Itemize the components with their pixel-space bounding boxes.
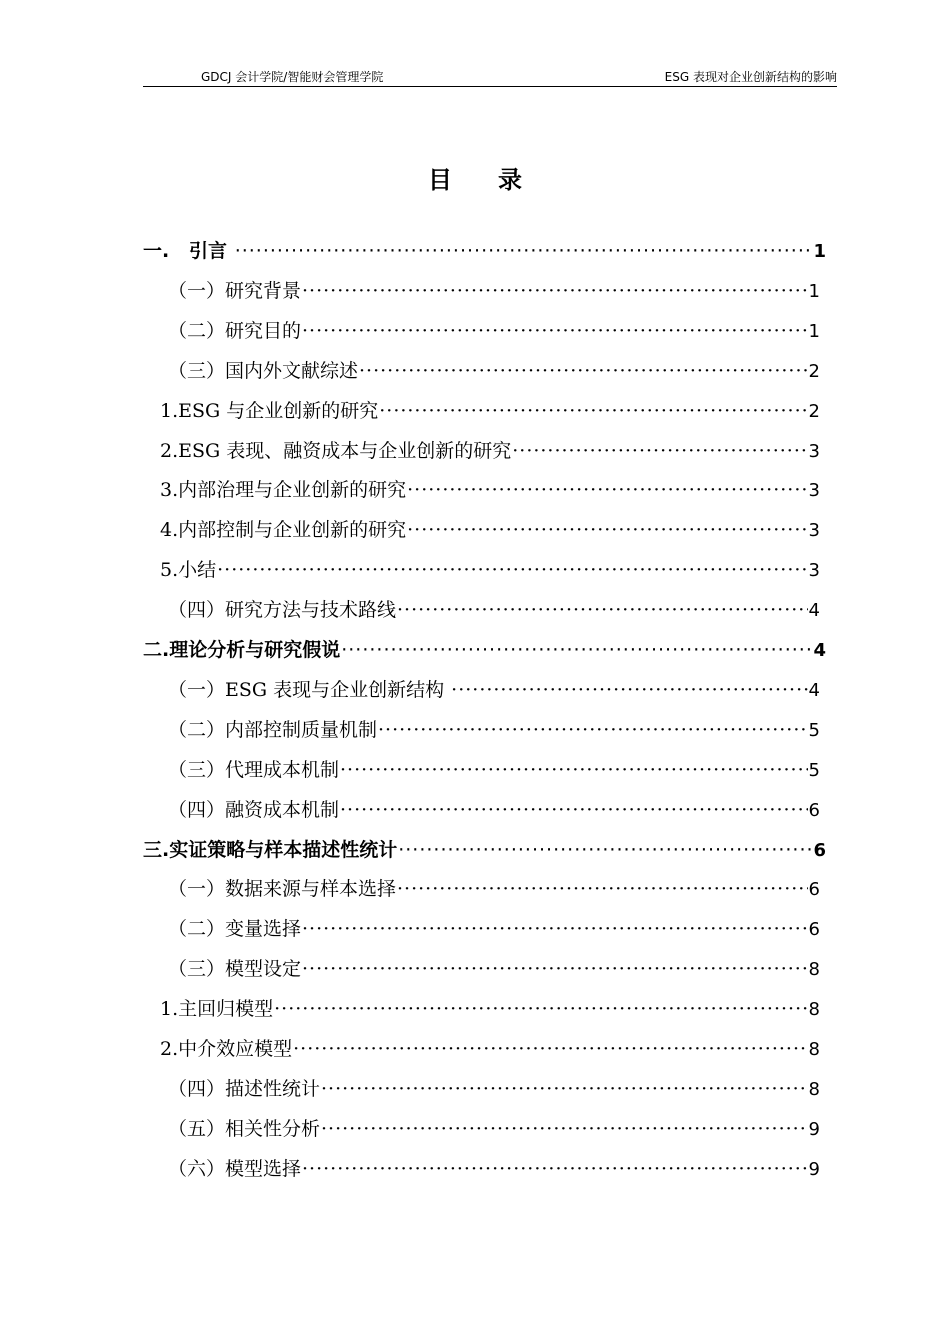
- toc-leader-dots: [293, 1034, 807, 1064]
- toc-entry[interactable]: [168, 276, 820, 306]
- toc-entry-label: （三）模型设定: [168, 958, 302, 981]
- toc-entry-label: （四）研究方法与技术路线: [168, 599, 397, 622]
- toc-entry-page-number: 1: [808, 320, 820, 342]
- toc-entry-label: 1.ESG 与企业创新的研究: [160, 399, 379, 422]
- toc-entry-label: 5.小结: [160, 559, 217, 582]
- toc-entry-label: 一. 引言: [143, 240, 234, 262]
- toc-entry[interactable]: [168, 1154, 820, 1184]
- toc-entry-label: 3.内部治理与企业创新的研究: [160, 479, 407, 502]
- toc-entry[interactable]: [168, 795, 820, 825]
- toc-entry[interactable]: [168, 914, 820, 944]
- toc-entry[interactable]: [168, 755, 820, 785]
- toc-entry-label: （二）变量选择: [168, 918, 302, 941]
- toc-entry-page-number: 3: [808, 560, 820, 582]
- toc-entry-label: （四）融资成本机制: [168, 798, 340, 821]
- toc-leader-dots: [321, 1114, 808, 1144]
- toc-entry-label: 1.主回归模型: [160, 998, 274, 1021]
- toc-entry-label: 2.中介效应模型: [160, 1038, 293, 1060]
- toc-leader-dots: [302, 954, 808, 984]
- toc-leader-dots: [397, 595, 808, 625]
- toc-leader-dots: [341, 635, 812, 665]
- toc-entry-label: 2.ESG 表现、融资成本与企业创新的研究: [160, 439, 512, 462]
- toc-entry-label: （六）模型选择: [168, 1157, 302, 1180]
- toc-entry-label: （五）相关性分析: [168, 1117, 321, 1140]
- toc-entry-label: 二.理论分析与研究假说: [143, 639, 341, 661]
- toc-leader-dots: [302, 316, 808, 346]
- toc-leader-dots: [512, 436, 807, 466]
- toc-entry-page-number: 8: [808, 1078, 820, 1100]
- page-header: [143, 66, 837, 87]
- toc-entry-page-number: 5: [808, 719, 820, 741]
- toc-entry-page-number: 9: [808, 1158, 820, 1180]
- toc-entry[interactable]: [168, 715, 820, 745]
- toc-leader-dots: [451, 675, 807, 705]
- toc-leader-dots: [340, 755, 808, 785]
- toc-entry-label: （一）数据来源与样本选择: [168, 878, 397, 901]
- toc-entry-label: （二）内部控制质量机制: [168, 718, 378, 741]
- toc-entry[interactable]: [168, 675, 820, 705]
- toc-entry-label: 4.内部控制与企业创新的研究: [160, 519, 407, 542]
- toc-entry-page-number: 3: [808, 480, 820, 502]
- toc-entry-page-number: 4: [808, 600, 820, 622]
- toc-entry-page-number: 2: [808, 400, 820, 422]
- toc-entry[interactable]: [160, 1034, 820, 1064]
- toc-entry-label: （二）研究目的: [168, 319, 302, 342]
- toc-entry-page-number: 6: [808, 919, 820, 941]
- toc-entry[interactable]: [160, 436, 820, 466]
- toc-entry[interactable]: [168, 356, 820, 386]
- toc-entry-label: （三）国内外文献综述: [168, 359, 359, 382]
- toc-entry-page-number: 8: [808, 959, 820, 981]
- toc-leader-dots: [407, 515, 807, 545]
- toc-entry-page-number: 5: [808, 759, 820, 781]
- toc-leader-dots: [340, 795, 808, 825]
- toc-entry[interactable]: [168, 595, 820, 625]
- toc-leader-dots: [217, 555, 807, 585]
- toc-entry[interactable]: [160, 994, 820, 1024]
- toc-entry-page-number: 4: [813, 640, 826, 661]
- toc-leader-dots: [378, 715, 808, 745]
- toc-entry-page-number: 1: [808, 280, 820, 302]
- toc-entry-label: 三.实证策略与样本描述性统计: [143, 838, 398, 861]
- toc-leader-dots: [359, 356, 808, 386]
- header-right-text: ESG 表现对企业创新结构的影响: [664, 70, 837, 84]
- toc-leader-dots: [274, 994, 807, 1024]
- toc-leader-dots: [407, 475, 807, 505]
- toc-title: 目录: [428, 166, 568, 194]
- toc-leader-dots: [397, 874, 808, 904]
- toc-entry-page-number: 3: [808, 520, 820, 542]
- toc-leader-dots: [379, 396, 807, 426]
- toc-entry-page-number: 2: [808, 360, 820, 382]
- toc-entry[interactable]: [160, 555, 820, 585]
- toc-leader-dots: [398, 835, 812, 865]
- toc-entry-label: （一）ESG 表现与企业创新结构: [168, 678, 451, 701]
- toc-entry[interactable]: [168, 1074, 820, 1104]
- toc-entry-page-number: 8: [808, 1039, 820, 1060]
- toc-entry[interactable]: [143, 635, 826, 665]
- toc-leader-dots: [321, 1074, 808, 1104]
- toc-entry-page-number: 4: [808, 679, 820, 701]
- toc-entry[interactable]: [160, 475, 820, 505]
- toc-entry-page-number: 6: [808, 879, 820, 901]
- toc-entry-page-number: 3: [808, 440, 820, 462]
- toc-entry-page-number: 8: [808, 999, 820, 1021]
- toc-entry-page-number: 6: [813, 839, 826, 861]
- toc-leader-dots: [302, 914, 808, 944]
- toc-entry[interactable]: [160, 396, 820, 426]
- header-left-text: GDCJ 会计学院/智能财会管理学院: [201, 70, 384, 84]
- toc-leader-dots: [302, 276, 808, 306]
- toc-entry-label: （四）描述性统计: [168, 1077, 321, 1100]
- toc-entry[interactable]: [168, 954, 820, 984]
- toc-entry-label: （三）代理成本机制: [168, 758, 340, 781]
- toc-entry-page-number: 1: [813, 241, 826, 262]
- toc-leader-dots: [302, 1154, 808, 1184]
- toc-entry[interactable]: [143, 835, 826, 865]
- toc-entry-page-number: 6: [808, 799, 820, 821]
- toc-entry[interactable]: [168, 316, 820, 346]
- toc-entry[interactable]: [160, 515, 820, 545]
- toc-entry[interactable]: [143, 236, 826, 266]
- toc-entry-page-number: 9: [808, 1118, 820, 1140]
- toc-entry[interactable]: [168, 874, 820, 904]
- toc-entry-label: （一）研究背景: [168, 279, 302, 302]
- toc-leader-dots: [235, 236, 813, 266]
- toc-entry[interactable]: [168, 1114, 820, 1144]
